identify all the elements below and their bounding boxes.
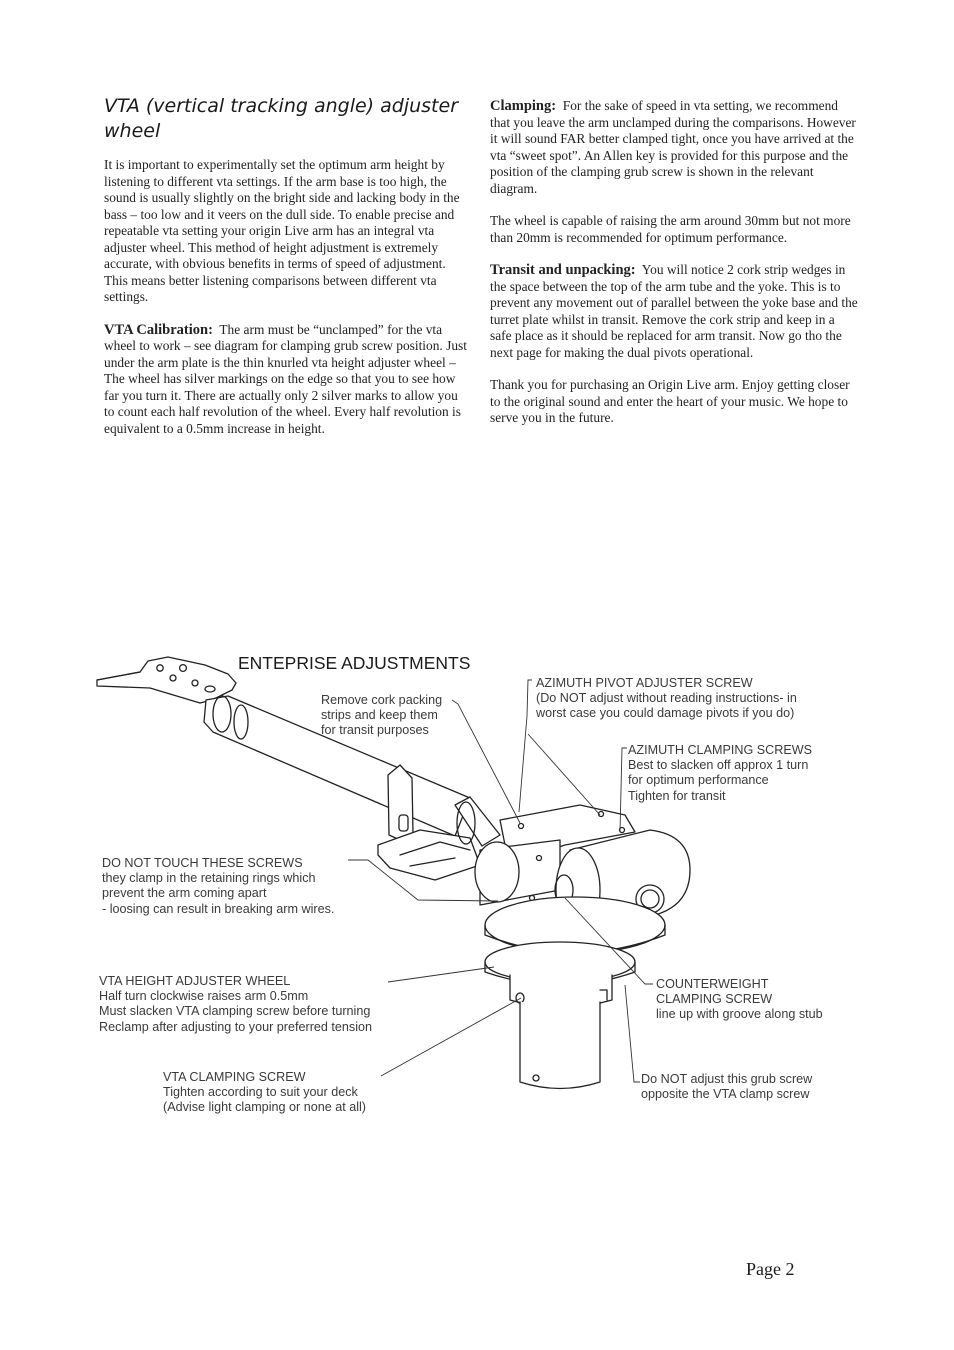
- callout-line: line up with groove along stub: [656, 1007, 823, 1022]
- callout-line: VTA CLAMPING SCREW: [163, 1070, 306, 1084]
- transit-paragraph: [490, 262, 858, 361]
- callout-line: strips and keep them: [321, 708, 438, 723]
- callout-line: for optimum performance: [628, 773, 769, 788]
- callout-line: Tighten for transit: [628, 788, 726, 803]
- callout-line: Tighten according to suit your deck: [163, 1085, 358, 1100]
- calibration-paragraph: [104, 322, 469, 438]
- page-number: Page 2: [746, 1259, 795, 1279]
- callout-cork-packing: [321, 693, 442, 739]
- calibration-label: VTA Calibration:: [104, 321, 213, 338]
- transit-label: Transit and unpacking:: [490, 262, 636, 278]
- callout-line: Remove cork packing: [321, 693, 443, 707]
- callout-line: worst case you could damage pivots if you do): [536, 706, 795, 721]
- callout-line: COUNTERWEIGHT: [656, 977, 769, 991]
- right-column: [490, 98, 858, 443]
- callout-line: Must slacken VTA clamping screw before turning: [99, 1004, 371, 1019]
- intro-paragraph: It is important to experimentally set the optimum arm height by listening to different vta settings. If the arm base is too high, the sound is usually slightly on the bright side and lacking body in the bass – too low and it veers on the dull side. To enable precise and repeatable vta setting your origin Live arm has an integral vta adjuster wheel. This method of height adjustment is extremely accurate, with obvious benefits in terms of speed of adjustment. This means better listening comparisons between different vta settings.: [104, 157, 460, 304]
- callout-vta-wheel: [99, 974, 372, 1035]
- callout-line: AZIMUTH PIVOT ADJUSTER SCREW: [536, 676, 753, 690]
- callout-line: (Do NOT adjust without reading instructions- in: [536, 691, 797, 706]
- callout-line: Do NOT adjust this grub screw: [641, 1072, 813, 1086]
- callout-line: (Advise light clamping or none at all): [163, 1100, 367, 1115]
- callout-line: they clamp in the retaining rings which: [102, 871, 316, 886]
- callout-azimuth-pivot: [536, 676, 797, 722]
- wheel-paragraph: The wheel is capable of raising the arm around 30mm but not more than 20mm is recommended for optimum performance.: [490, 213, 851, 245]
- callout-counterweight: [656, 977, 823, 1023]
- thanks-paragraph: Thank you for purchasing an Origin Live arm. Enjoy getting closer to the original sound and enter the heart of your music. We hope to serve you in the future.: [490, 377, 850, 425]
- callout-grub-screw: [641, 1072, 812, 1102]
- callout-vta-clamping: [163, 1070, 366, 1116]
- callout-line: - loosing can result in breaking arm wires.: [102, 901, 335, 916]
- callout-line: prevent the arm coming apart: [102, 886, 267, 901]
- callout-line: Half turn clockwise raises arm 0.5mm: [99, 989, 309, 1004]
- left-column: [104, 157, 469, 453]
- callout-line: for transit purposes: [321, 723, 429, 738]
- diagram-title: ENTEPRISE ADJUSTMENTS: [238, 653, 471, 673]
- transit-text: You will notice 2 cork strip wedges in the space between the top of the arm tube and the yoke. This is to prevent any movement out of parallel between the yoke base and the turret plate whilst in transit. Remove the cork strip and keep in a safe place as it should be replaced for arm transit. Now go tho the next page for making the dual pivots operational.: [490, 262, 858, 360]
- callout-line: VTA HEIGHT ADJUSTER WHEEL: [99, 974, 291, 988]
- section-heading: VTA (vertical tracking angle) adjuster wheel: [104, 95, 459, 142]
- callout-line: AZIMUTH CLAMPING SCREWS: [628, 743, 813, 757]
- callout-do-not-touch: [102, 856, 334, 917]
- callout-line: opposite the VTA clamp screw: [641, 1087, 810, 1102]
- callout-line: DO NOT TOUCH THESE SCREWS: [102, 856, 303, 870]
- clamping-label: Clamping:: [490, 98, 557, 114]
- callout-line: Best to slacken off approx 1 turn: [628, 758, 809, 773]
- callout-line: CLAMPING SCREW: [656, 992, 773, 1007]
- clamping-paragraph: [490, 98, 858, 197]
- callout-line: Reclamp after adjusting to your preferred tension: [99, 1019, 373, 1034]
- clamping-text: For the sake of speed in vta setting, we recommend that you leave the arm unclamped during the comparisons. However it will sound FAR better clamped tight, once you have arrived at the vta “sweet spot”. An Allen key is provided for this purpose and the position of the clamping grub screw is shown in the relevant diagram.: [490, 98, 856, 196]
- calibration-text: The arm must be “unclamped” for the vta wheel to work – see diagram for clamping grub screw position. Just under the arm plate is the thin knurled vta height adjuster wheel – The wheel has silver markings on the edge so that you to see how far you turn it. There are actually only 2 silver marks to allow you to count each half revolution of the wheel. Every half revolution is equivalent to a 0.5mm increase in height.: [104, 321, 467, 436]
- callout-azimuth-clamping: [628, 743, 812, 804]
